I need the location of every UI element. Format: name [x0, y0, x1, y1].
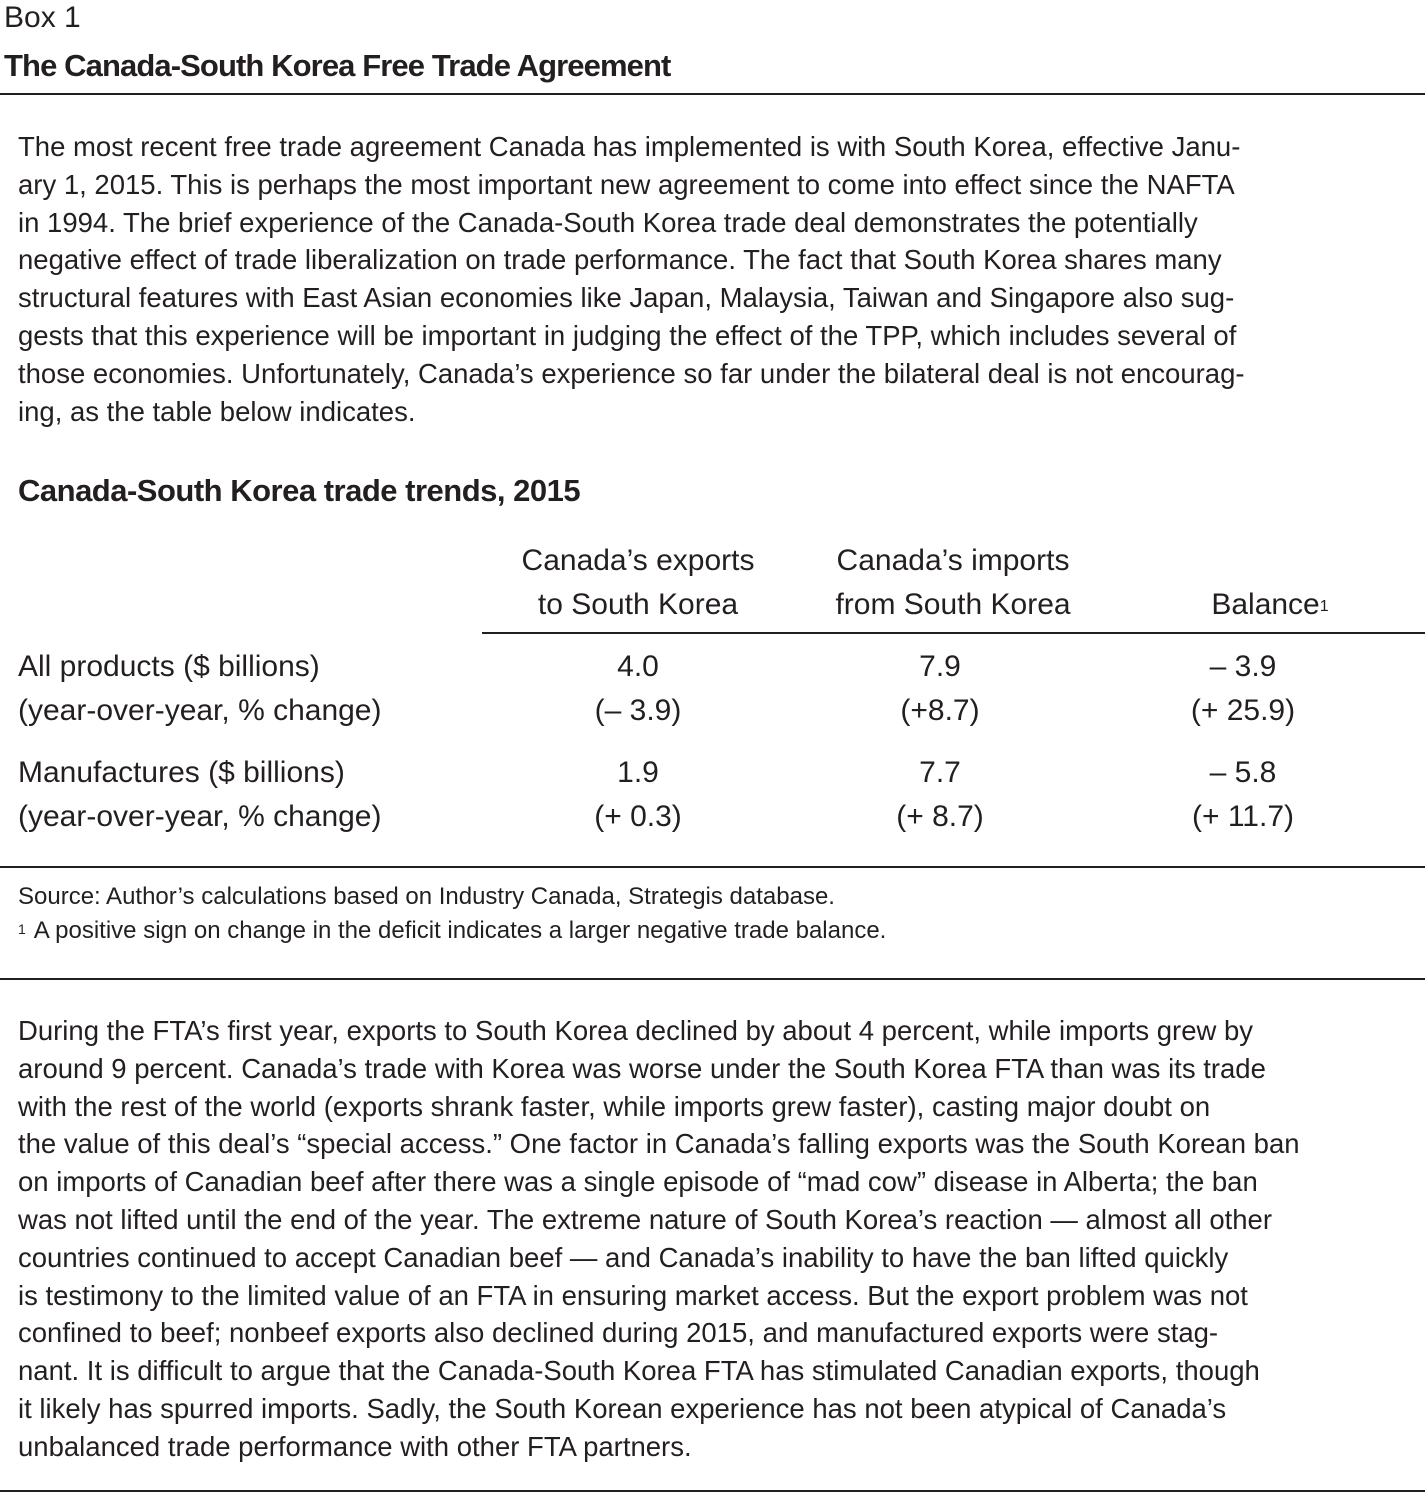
table-notes — [18, 880, 886, 948]
table-cell — [523, 645, 753, 733]
column-header-exports — [488, 539, 788, 627]
intro-line: negative effect of trade liberalization on trade performance. The fact that South Korea shares many — [18, 244, 1222, 276]
outro-line: the value of this deal’s “special access.” One factor in Canada’s falling exports was the South Korean ban — [18, 1128, 1300, 1160]
table-title: Canada-South Korea trade trends, 2015 — [18, 473, 581, 508]
outro-line: is testimony to the limited value of an FTA in ensuring market access. But the export problem was not — [18, 1279, 1248, 1311]
column-header-imports — [803, 539, 1103, 627]
cell-value: – 3.9 — [1209, 650, 1277, 683]
intro-line: those economies. Unfortunately, Canada’s experience so far under the bilateral deal is not encourag- — [18, 357, 1245, 389]
outro-line: During the FTA’s first year, exports to South Korea declined by about 4 percent, while imports grew by — [18, 1015, 1254, 1046]
intro-line: in 1994. The brief experience of the Canada-South Korea trade deal demonstrates the potentially — [18, 206, 1198, 238]
table-cell — [825, 751, 1055, 839]
column-header-line: Canada’s exports — [521, 544, 755, 577]
source-note: Source: Author’s calculations based on Industry Canada, Strategis database. — [18, 883, 835, 910]
row-label-line: Manufactures ($ billions) — [18, 756, 345, 789]
cell-change: (– 3.9) — [594, 694, 682, 727]
outro-line: it likely has spurred imports. Sadly, the South Korean experience has not been atypical of Canada’s — [18, 1392, 1227, 1424]
table-cell — [825, 645, 1055, 733]
intro-line: ing, as the table below indicates. — [18, 395, 416, 427]
cell-value: 1.9 — [617, 756, 659, 789]
cell-change: (+ 8.7) — [896, 800, 984, 833]
outro-line: was not lifted until the end of the year. The extreme nature of South Korea’s reaction — almost all other — [18, 1203, 1273, 1235]
divider — [0, 93, 1425, 95]
outro-line: nant. It is difficult to argue that the Canada-South Korea FTA has stimulated Canadian exports, though — [18, 1355, 1260, 1387]
box-label: Box 1 — [4, 1, 81, 34]
box-title: The Canada-South Korea Free Trade Agreement — [4, 48, 671, 83]
cell-value: 4.0 — [617, 650, 659, 683]
table-cell — [1128, 751, 1358, 839]
footnote-marker: 1 — [1319, 598, 1329, 615]
cell-change: (+8.7) — [900, 694, 980, 727]
column-header-balance — [1120, 583, 1420, 627]
row-label-line: (year-over-year, % change) — [18, 694, 382, 727]
cell-value: 7.7 — [919, 756, 961, 789]
cell-change: (+ 11.7) — [1192, 800, 1294, 833]
row-label-manufactures — [18, 751, 382, 839]
footnote — [18, 914, 886, 948]
outro-line: countries continued to accept Canadian beef — and Canada’s inability to have the ban lifted quickly — [18, 1241, 1229, 1273]
outro-line: confined to beef; nonbeef exports also declined during 2015, and manufactured exports were stag- — [18, 1317, 1219, 1349]
column-header-line: Balance$^1$ — [1211, 588, 1329, 621]
outro-line: unbalanced trade performance with other FTA partners. — [18, 1430, 692, 1462]
cell-change: (+ 0.3) — [594, 800, 682, 833]
divider — [0, 1490, 1425, 1492]
footnote-marker: 1 — [18, 921, 26, 937]
column-header-line: to South Korea — [537, 588, 739, 621]
footnote-text: A positive sign on change in the deficit indicates a larger negative trade balance. — [33, 917, 887, 944]
cell-change: (+ 25.9) — [1190, 694, 1296, 727]
intro-paragraph — [18, 128, 1413, 430]
intro-line: gests that this experience will be important in judging the effect of the TPP, which includes several of — [18, 319, 1237, 351]
column-header-line: Canada’s imports — [836, 544, 1070, 577]
outro-line: on imports of Canadian beef after there was a single episode of “mad cow” disease in Alberta; the ban — [18, 1166, 1258, 1198]
row-label-line: All products ($ billions) — [18, 650, 320, 683]
row-label-all-products — [18, 645, 382, 733]
divider — [0, 866, 1425, 868]
column-header-line: from South Korea — [835, 588, 1071, 621]
cell-value: 7.9 — [919, 650, 961, 683]
table-cell — [523, 751, 753, 839]
cell-value: – 5.8 — [1209, 756, 1277, 789]
conclusion-paragraph — [18, 1012, 1413, 1466]
intro-line: The most recent free trade agreement Canada has implemented is with South Korea, effective Janu- — [18, 131, 1241, 162]
table-cell — [1128, 645, 1358, 733]
outro-line: around 9 percent. Canada’s trade with Korea was worse under the South Korea FTA than was its trade — [18, 1052, 1266, 1084]
intro-line: ary 1, 2015. This is perhaps the most important new agreement to come into effect since the NAFTA — [18, 168, 1235, 200]
table-header-rule — [482, 632, 1425, 634]
row-label-line: (year-over-year, % change) — [18, 800, 382, 833]
intro-line: structural features with East Asian economies like Japan, Malaysia, Taiwan and Singapore also sug- — [18, 282, 1235, 314]
outro-line: with the rest of the world (exports shrank faster, while imports grew faster), casting major doubt on — [18, 1090, 1211, 1122]
divider — [0, 978, 1425, 980]
